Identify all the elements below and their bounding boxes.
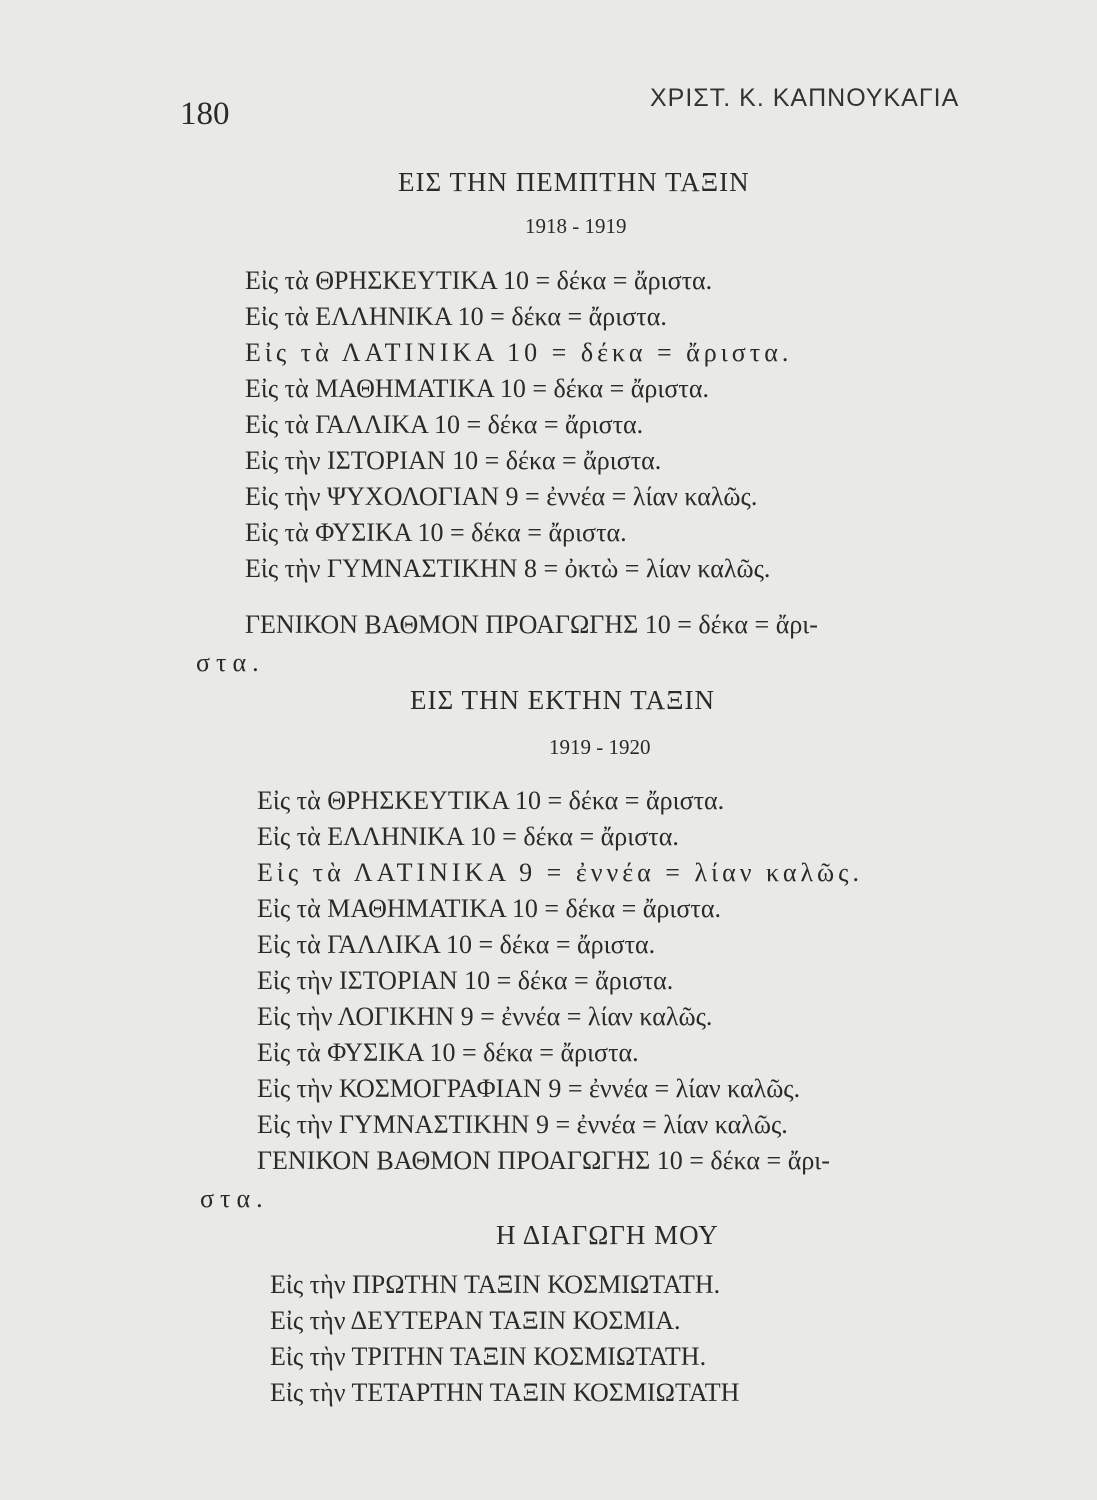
grade-line: Εἰς τὴν ΨΥΧΟΛΟΓΙΑΝ 9 = ἐννέα = λίαν καλῶς.	[245, 482, 758, 511]
conduct-line: Εἰς τὴν ΔΕΥΤΕΡΑΝ ΤΑΞΙΝ ΚΟΣΜΙΑ.	[270, 1306, 681, 1335]
running-title: ΧΡΙΣΤ. Κ. ΚΑΠΝΟΥΚΑΓΙΑ	[650, 84, 960, 112]
conduct-line: Εἰς τὴν ΤΕΤΑΡΤΗΝ ΤΑΞΙΝ ΚΟΣΜΙΩΤΑΤΗ	[270, 1378, 740, 1407]
conduct-title: Η ΔΙΑΓΩΓΗ ΜΟΥ	[496, 1220, 719, 1250]
section-title-fifth-grade: ΕΙΣ ΤΗΝ ΠΕΜΠΤΗΝ ΤΑΞΙΝ	[398, 167, 750, 197]
section-years-fifth-grade: 1918 - 1919	[525, 214, 627, 238]
grade-line: Εἰς τὴν ΓΥΜΝΑΣΤΙΚΗΝ 9 = ἐννέα = λίαν καλῶς.	[257, 1110, 788, 1139]
general-grade-continuation: στα.	[196, 648, 265, 677]
grade-line: Εἰς τὰ ΕΛΛΗΝΙΚΑ 10 = δέκα = ἄριστα.	[245, 302, 667, 331]
grade-line: Εἰς τὰ ΓΑΛΛΙΚΑ 10 = δέκα = ἄριστα.	[257, 930, 656, 959]
grade-line: Εἰς τὰ ΘΡΗΣΚΕΥΤΙΚΑ 10 = δέκα = ἄριστα.	[245, 266, 713, 295]
general-grade-continuation: στα.	[200, 1184, 269, 1213]
grade-line: Εἰς τὰ ΓΑΛΛΙΚΑ 10 = δέκα = ἄριστα.	[245, 410, 644, 439]
grade-line: Εἰς τὴν ΙΣΤΟΡΙΑΝ 10 = δέκα = ἄριστα.	[245, 446, 662, 475]
grade-line: Εἰς τὴν ΓΥΜΝΑΣΤΙΚΗΝ 8 = ὀκτὼ = λίαν καλῶς.	[245, 554, 771, 583]
general-grade-line: ΓΕΝΙΚΟΝ ΒΑΘΜΟΝ ΠΡΟΑΓΩΓΗΣ 10 = δέκα = ἄρι-	[257, 1146, 830, 1175]
grade-line: Εἰς τὰ ΦΥΣΙΚΑ 10 = δέκα = ἄριστα.	[257, 1038, 639, 1067]
grade-line: Εἰς τὰ ΕΛΛΗΝΙΚΑ 10 = δέκα = ἄριστα.	[257, 822, 679, 851]
conduct-line: Εἰς τὴν ΤΡΙΤΗΝ ΤΑΞΙΝ ΚΟΣΜΙΩΤΑΤΗ.	[270, 1342, 707, 1371]
section-years-sixth-grade: 1919 - 1920	[549, 735, 651, 759]
grade-line: Εἰς τὴν ΙΣΤΟΡΙΑΝ 10 = δέκα = ἄριστα.	[257, 966, 674, 995]
general-grade-line: ΓΕΝΙΚΟΝ ΒΑΘΜΟΝ ΠΡΟΑΓΩΓΗΣ 10 = δέκα = ἄρι-	[245, 610, 818, 639]
section-title-sixth-grade: ΕΙΣ ΤΗΝ ΕΚΤΗΝ ΤΑΞΙΝ	[410, 685, 715, 715]
grade-line: Εἰς τὰ ΦΥΣΙΚΑ 10 = δέκα = ἄριστα.	[245, 518, 627, 547]
conduct-line: Εἰς τὴν ΠΡΩΤΗΝ ΤΑΞΙΝ ΚΟΣΜΙΩΤΑΤΗ.	[270, 1270, 721, 1299]
grade-line: Εἰς τὰ ΛΑΤΙΝΙΚΑ 10 = δέκα = ἄριστα.	[245, 338, 793, 367]
grade-line: Εἰς τὰ ΜΑΘΗΜΑΤΙΚΑ 10 = δέκα = ἄριστα.	[245, 374, 709, 403]
page-number: 180	[180, 96, 230, 132]
grade-line: Εἰς τὰ ΛΑΤΙΝΙΚΑ 9 = ἐννέα = λίαν καλῶς.	[257, 858, 863, 887]
grade-line: Εἰς τὰ ΜΑΘΗΜΑΤΙΚΑ 10 = δέκα = ἄριστα.	[257, 894, 721, 923]
grade-line: Εἰς τὰ ΘΡΗΣΚΕΥΤΙΚΑ 10 = δέκα = ἄριστα.	[257, 786, 725, 815]
grade-line: Εἰς τὴν ΚΟΣΜΟΓΡΑΦΙΑΝ 9 = ἐννέα = λίαν καλῶς.	[257, 1074, 801, 1103]
grade-line: Εἰς τὴν ΛΟΓΙΚΗΝ 9 = ἐννέα = λίαν καλῶς.	[257, 1002, 713, 1031]
